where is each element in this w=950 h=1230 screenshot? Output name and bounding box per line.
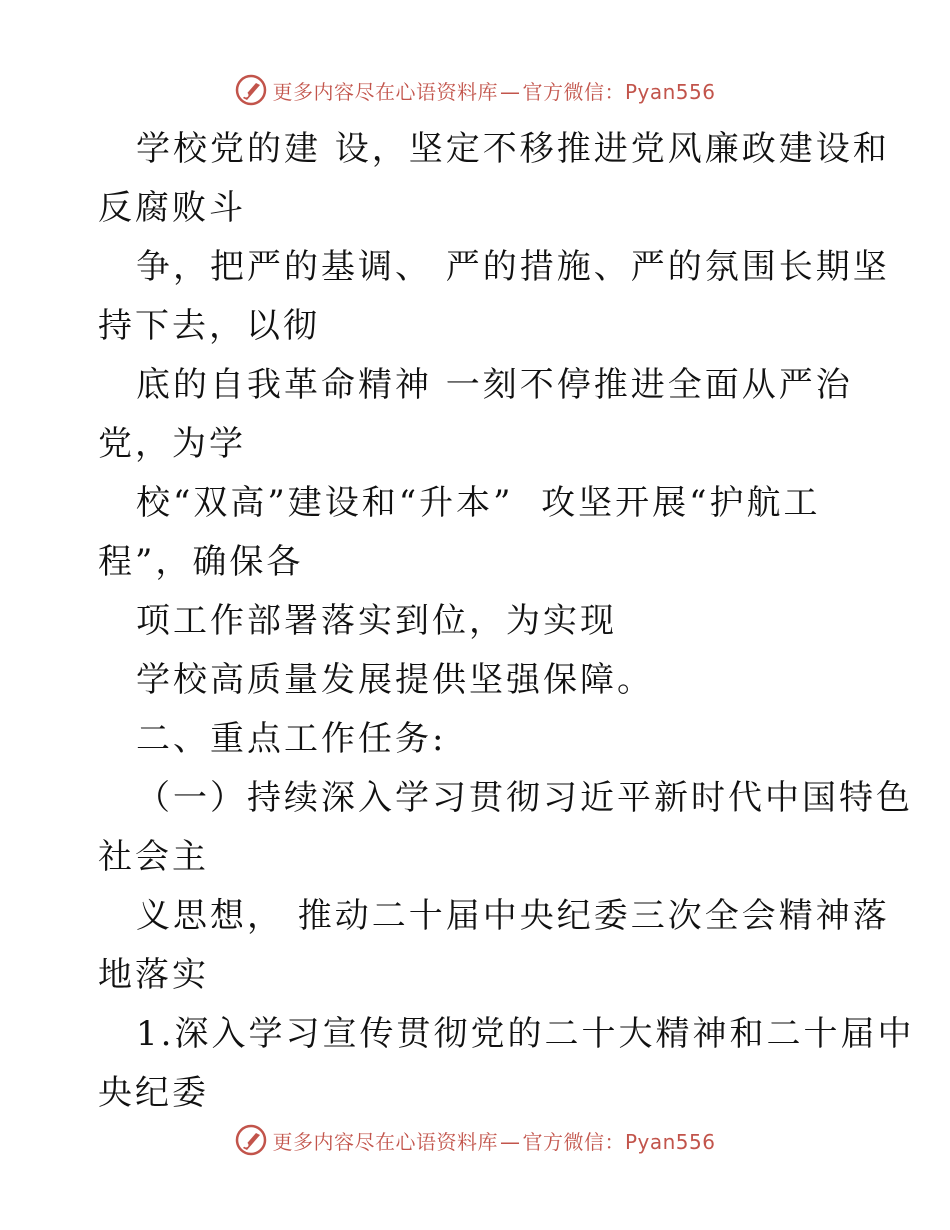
text-line: 底的自我革命精神 一刻不停推进全面从严治 <box>136 365 853 405</box>
header-banner <box>0 70 950 110</box>
text-line: 争，把严的基调、 严的措施、严的氛围长期坚 <box>136 247 890 287</box>
list-item: 1.深入学习宣传贯彻党的二十大精神和二十届中 <box>136 1014 915 1054</box>
document-body <box>98 120 915 1123</box>
section-heading: 二、重点工作任务: <box>136 719 447 759</box>
text-line: 央纪委 <box>98 1073 209 1113</box>
banner-wechat: 官方微信：Pyan556 <box>522 1129 716 1154</box>
pen-logo-icon <box>234 73 268 107</box>
text-line: 程”，确保各 <box>98 542 304 582</box>
banner-separator: — <box>499 79 521 104</box>
subsection-heading: （一）持续深入学习贯彻习近平新时代中国特色 <box>136 778 913 818</box>
text-line: 学校党的建 设，坚定不移推进党风廉政建设和 <box>136 129 890 169</box>
banner-wechat: 官方微信：Pyan556 <box>522 79 716 104</box>
text-line: 持下去，以彻 <box>98 306 320 346</box>
footer-banner <box>0 1120 950 1160</box>
text-line: 项工作部署落实到位，为实现 <box>136 601 617 641</box>
text-line: 反腐败斗 <box>98 188 246 228</box>
pen-logo-icon <box>234 1123 268 1157</box>
text-line: 社会主 <box>98 837 209 877</box>
text-line: 校“双高”建设和“升本” 攻坚开展“护航工 <box>136 483 821 523</box>
text-line: 地落实 <box>98 955 209 995</box>
text-line: 学校高质量发展提供坚强保障。 <box>136 660 654 700</box>
banner-separator: — <box>499 1129 521 1154</box>
text-line: 党，为学 <box>98 424 246 464</box>
banner-text: 更多内容尽在心语资料库 <box>272 1129 498 1154</box>
text-line: 义思想， 推动二十届中央纪委三次全会精神落 <box>136 896 890 936</box>
banner-text: 更多内容尽在心语资料库 <box>272 79 498 104</box>
